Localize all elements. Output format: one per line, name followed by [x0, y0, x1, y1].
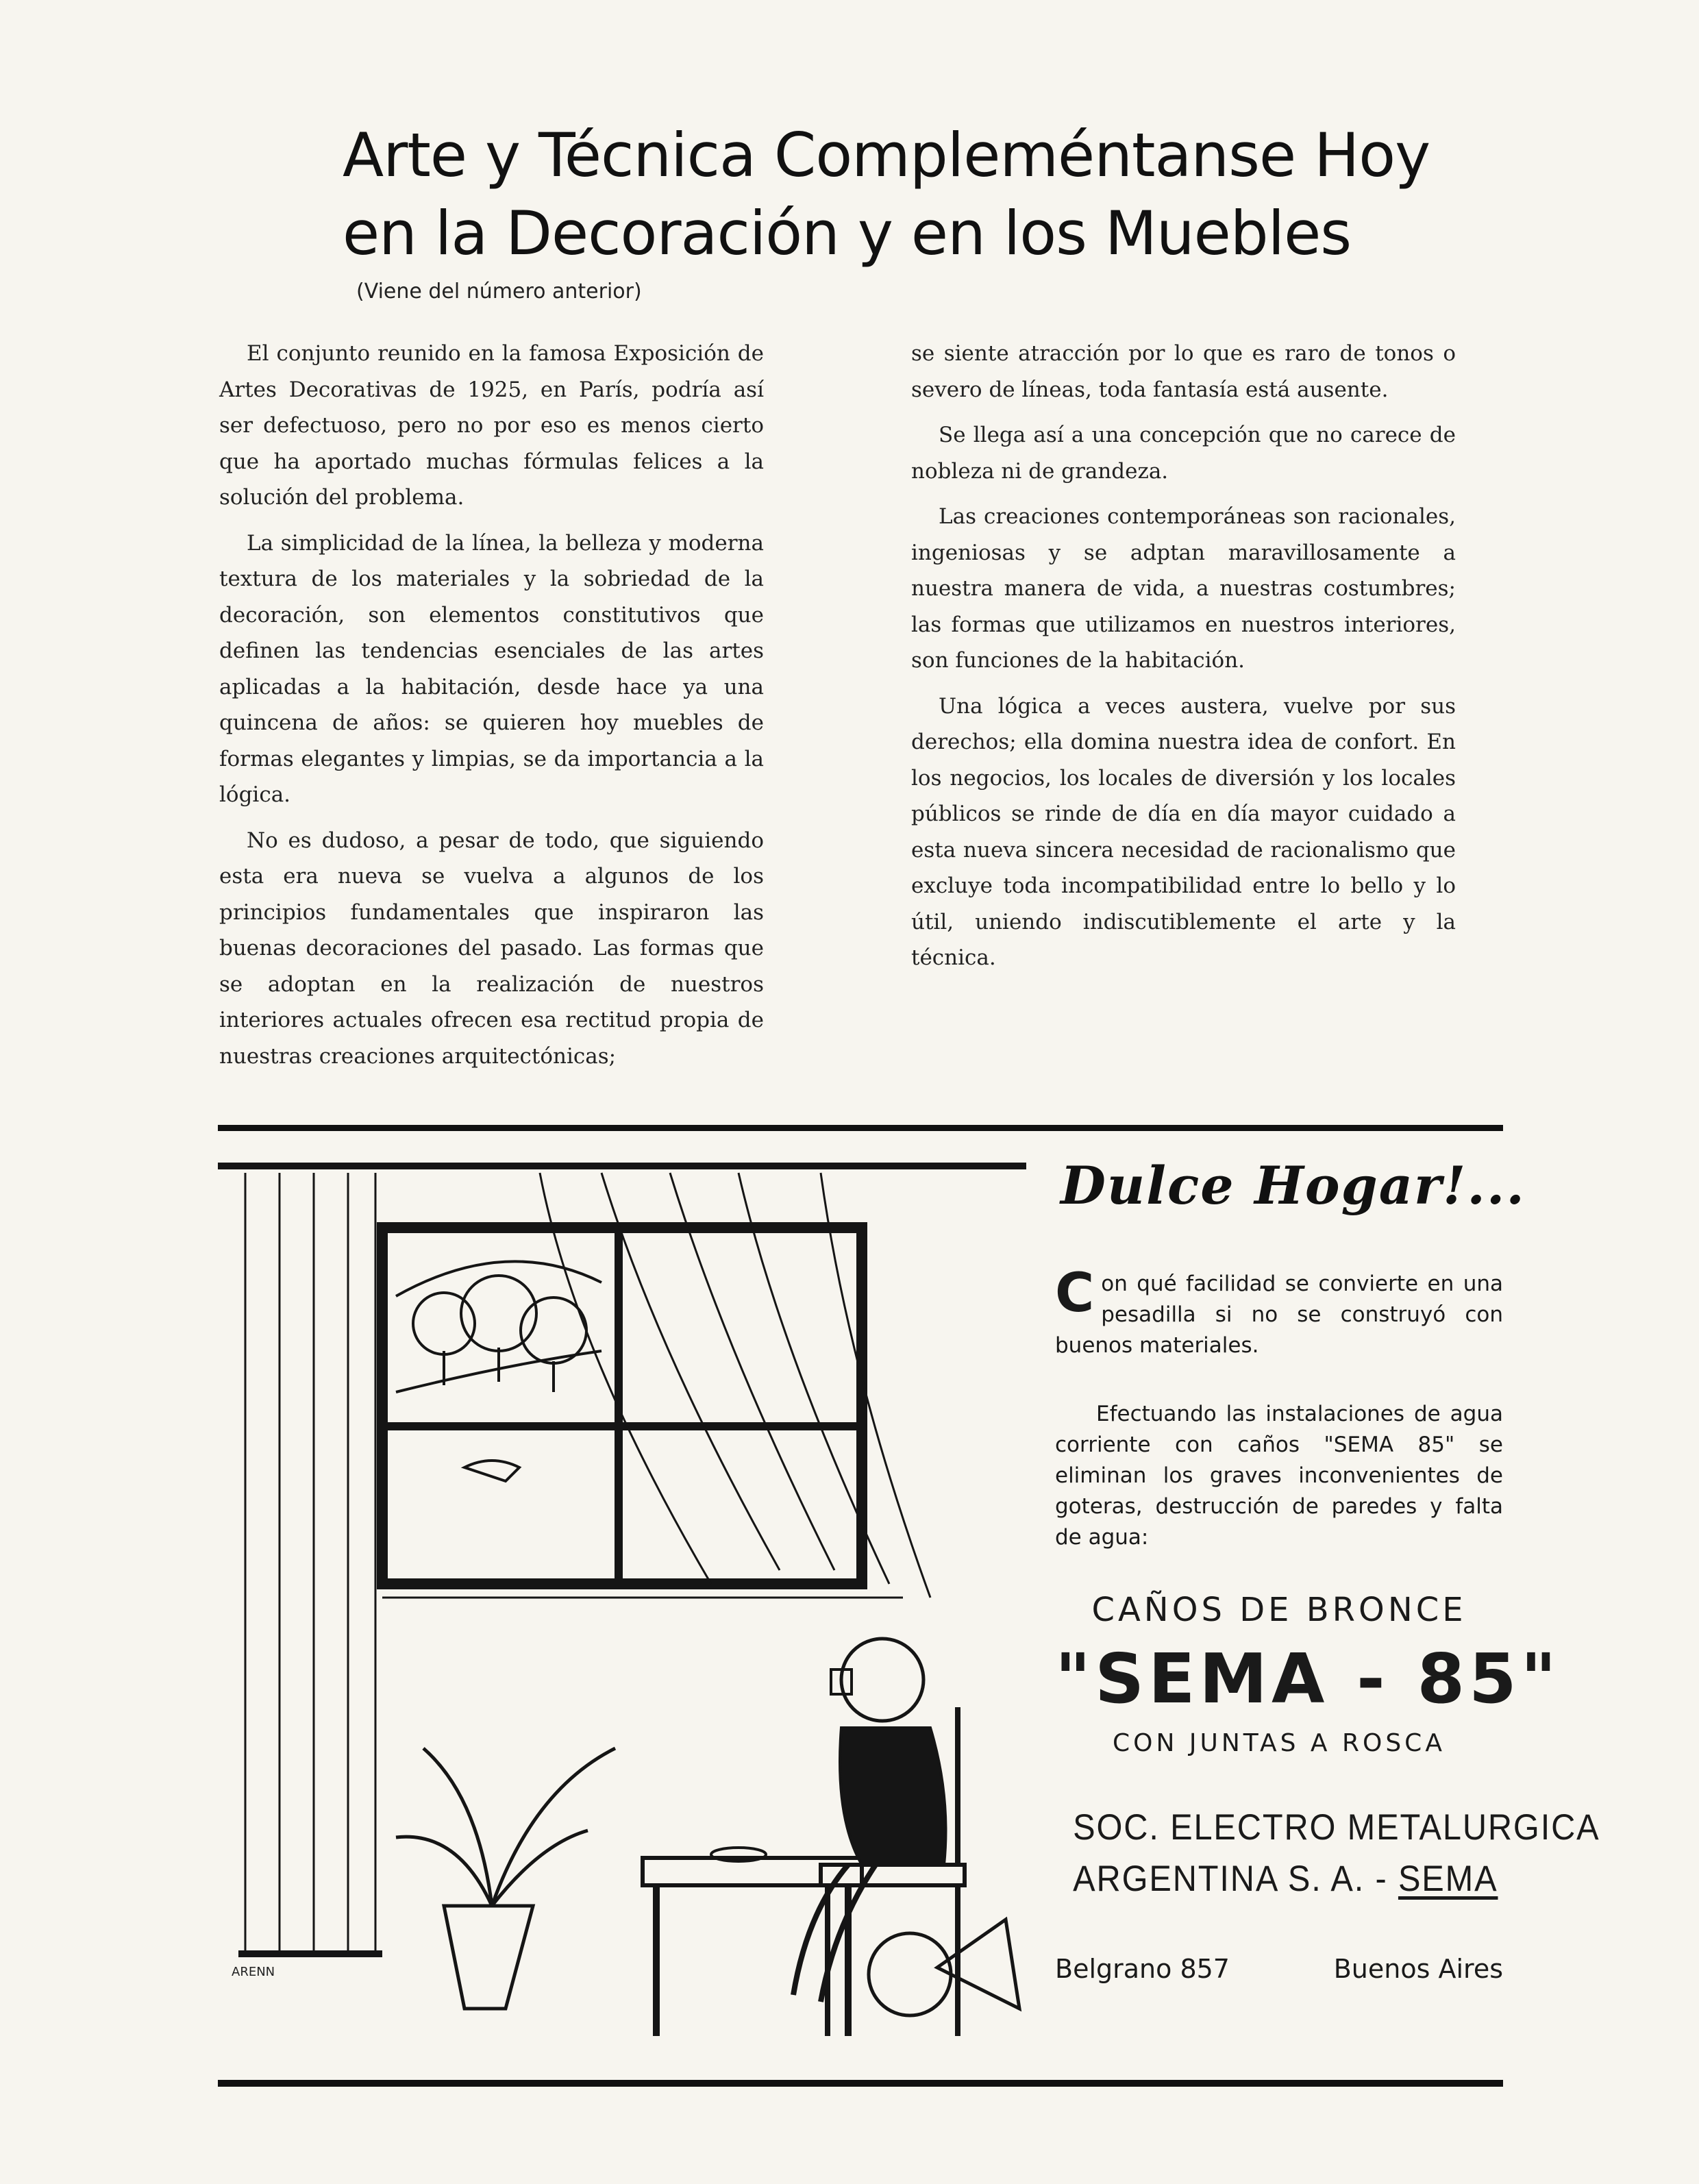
article-paragraph: Las creaciones contemporáneas son racionales, ingeniosas y se adptan maravillosamente a nuestra manera de vida, a nuestras costumbres; las formas que utilizamos en nuestros interiores, son funciones de la habitación.	[911, 504, 1456, 673]
article-column-left	[219, 336, 764, 1084]
ad-company-line-2-text: ARGENTINA S. A. -	[1073, 1859, 1398, 1899]
illustrator-signature: ARENN	[232, 1965, 275, 1979]
article-title-line-1: Arte y Técnica Compleméntanse Hoy	[343, 120, 1430, 190]
ad-headline: Dulce Hogar!...	[1061, 1155, 1526, 1216]
ad-company-abbrev: SEMA	[1398, 1859, 1498, 1899]
ad-bottom-rule	[218, 2080, 1503, 2087]
ad-paragraph-1	[1055, 1263, 1503, 1361]
article-title	[343, 116, 1439, 273]
article-paragraph: Una lógica a veces austera, vuelve por sus derechos; ella domina nuestra idea de confort. En los negocios, los locales de diversión y los locales públicos se rinde de día en día mayor cuidado a esta nueva sincera necesidad de racionalismo que excluye toda incompatibilidad entre lo bello y lo útil, uniendo indiscutiblemente el arte y la técnica.	[911, 693, 1456, 970]
ad-brand-name: "SEMA - 85"	[1055, 1639, 1561, 1719]
ad-address: Belgrano 857	[1055, 1954, 1230, 1984]
article-subtitle: (Viene del número anterior)	[356, 280, 642, 303]
child-at-window-illustration	[218, 1145, 1040, 2057]
article-paragraph: Se llega así a una concepción que no carece de nobleza ni de grandeza.	[911, 423, 1456, 484]
sema-advertisement	[1055, 1145, 1600, 2063]
ad-product-detail: CON JUNTAS A ROSCA	[1113, 1729, 1446, 1757]
article-paragraph: No es dudoso, a pesar de todo, que siguiendo esta era nueva se vuelva a algunos de los principios fundamentales que inspiraron las buenas decoraciones del pasado. Las formas que se adoptan en la realización de nuestros interiores actuales ofrecen esa rectitud propia de nuestras creaciones arquitectónicas;	[219, 828, 764, 1069]
article-title-line-2: en la Decoración y en los Muebles	[343, 198, 1352, 269]
ad-drop-cap: C	[1055, 1263, 1095, 1324]
article-paragraph: se siente atracción por lo que es raro de tonos o severo de líneas, toda fantasía está ausente.	[911, 341, 1456, 402]
ad-paragraph-2: Efectuando las instalaciones de agua corriente con caños "SEMA 85" se eliminan los graves inconvenientes de goteras, destrucción de paredes y falta de agua:	[1055, 1402, 1503, 1550]
ad-paragraph-1-text: on qué facilidad se convierte en una pesadilla si no se construyó con buenos materiales.	[1055, 1271, 1503, 1358]
ad-company-line-1: SOC. ELECTRO METALURGICA	[1073, 1807, 1600, 1848]
ad-product-line: CAÑOS DE BRONCE	[1091, 1591, 1467, 1629]
ad-company-line-2	[1073, 1858, 1498, 1900]
article-paragraph: El conjunto reunido en la famosa Exposición de Artes Decorativas de 1925, en París, podría así ser defectuoso, pero no por eso es menos cierto que ha aportado muchas fórmulas felices a la solución del problema.	[219, 341, 764, 510]
article-paragraph: La simplicidad de la línea, la belleza y moderna textura de los materiales y la sobriedad de la decoración, son elementos constitutivos que definen las tendencias esenciales de las artes aplicadas a la habitación, desde hace ya una quincena de años: se quieren hoy muebles de formas elegantes y limpias, se da importancia a la lógica.	[219, 530, 764, 807]
ad-city: Buenos Aires	[1333, 1954, 1503, 1984]
ad-top-rule	[218, 1125, 1503, 1131]
article-column-right	[911, 336, 1456, 986]
